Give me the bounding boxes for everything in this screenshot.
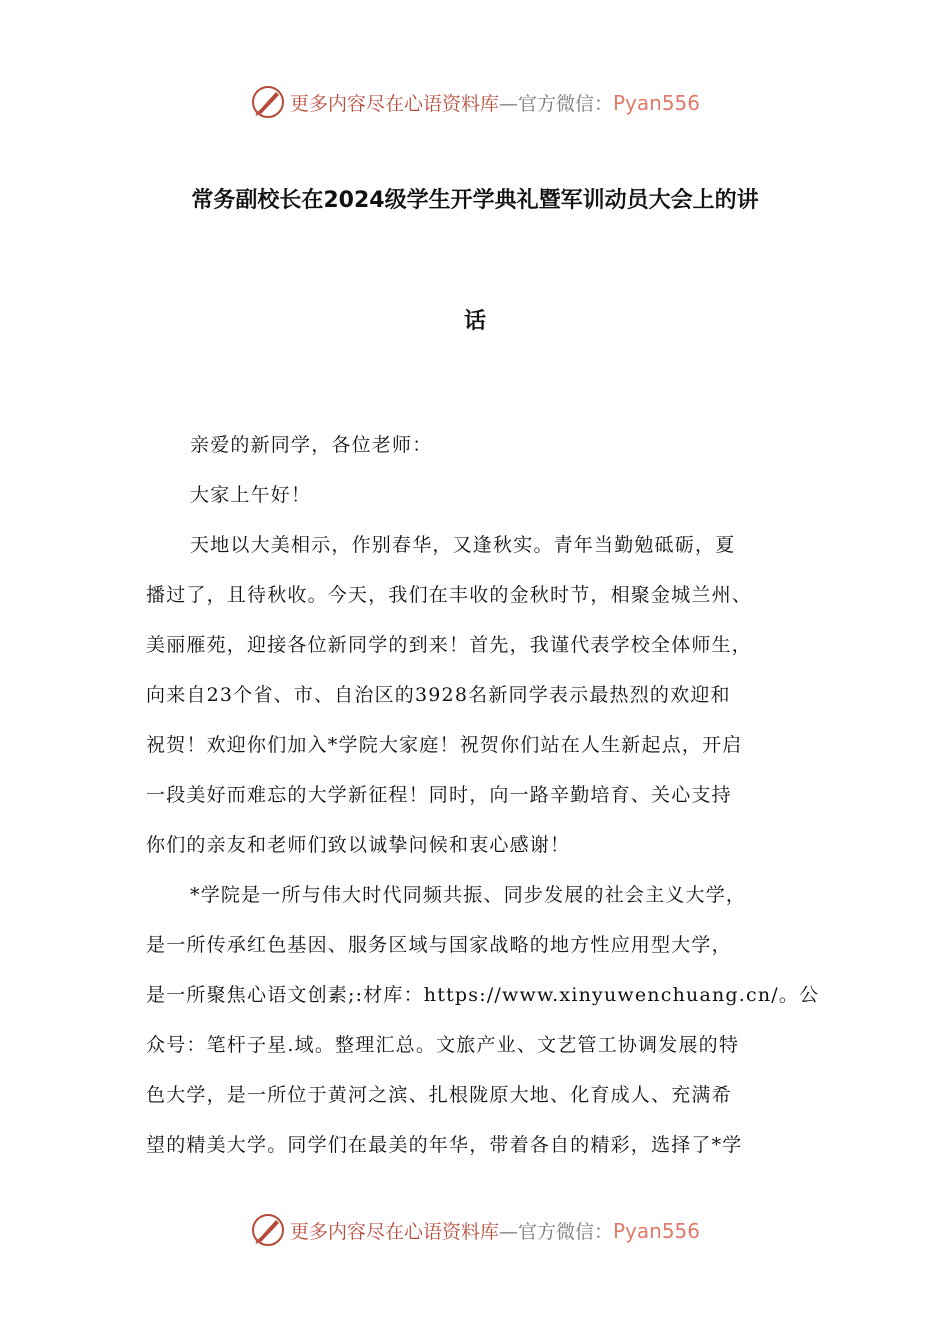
document-title-line2: 话 [463, 309, 486, 334]
banner-official-label: 官方微信： [517, 92, 613, 115]
body-line: *学院是一所与伟大时代同频共振、同步发展的社会主义大学， [190, 884, 747, 906]
body-line: 大家上午好！ [190, 484, 312, 506]
quill-logo-icon [250, 84, 286, 120]
banner-wechat-id: Pyan556 [613, 1218, 701, 1243]
body-line: 向来自23个省、市、自治区的3928名新同学表示最热烈的欢迎和 [146, 684, 731, 706]
banner-text [290, 89, 700, 116]
document-body [146, 420, 820, 1170]
footer-banner [0, 1210, 950, 1250]
body-line: 祝贺！欢迎你们加入*学院大家庭！祝贺你们站在人生新起点，开启 [146, 734, 743, 756]
body-line: 望的精美大学。同学们在最美的年华，带着各自的精彩，选择了*学 [146, 1134, 743, 1156]
banner-official-label: 官方微信： [517, 1220, 613, 1243]
body-line: 亲爱的新同学，各位老师： [190, 434, 433, 456]
body-line: 你们的亲友和老师们致以诚挚问候和衷心感谢！ [146, 834, 571, 856]
header-banner [0, 82, 950, 122]
body-line: 一段美好而难忘的大学新征程！同时，向一路辛勤培育、关心支持 [146, 784, 732, 806]
banner-dash: — [498, 92, 518, 115]
body-line: 美丽雁苑，迎接各位新同学的到来！首先，我谨代表学校全体师生， [146, 634, 753, 656]
quill-logo-icon [250, 1212, 286, 1248]
banner-site-text: 更多内容尽在心语资料库 [289, 92, 499, 115]
banner-text [290, 1217, 700, 1244]
body-line: 是一所聚焦心语文创素;:材库：https://www.xinyuwenchuang.cn/。公 [146, 984, 820, 1006]
banner-wechat-id: Pyan556 [613, 90, 701, 115]
body-line: 是一所传承红色基因、服务区域与国家战略的地方性应用型大学， [146, 934, 732, 956]
body-line: 播过了，且待秋收。今天，我们在丰收的金秋时节，相聚金城兰州、 [146, 584, 753, 606]
banner-site-text: 更多内容尽在心语资料库 [289, 1220, 499, 1243]
body-line: 天地以大美相示，作别春华，又逢秋实。青年当勤勉砥砺，夏 [190, 534, 736, 556]
body-line: 众号：笔杆子星.域。整理汇总。文旅产业、文艺管工协调发展的特 [146, 1034, 740, 1056]
body-line: 色大学，是一所位于黄河之滨、扎根陇原大地、化育成人、充满希 [146, 1084, 732, 1106]
document-title-line1: 常务副校长在2024级学生开学典礼暨军训动员大会上的讲 [191, 188, 759, 213]
banner-dash: — [498, 1220, 518, 1243]
